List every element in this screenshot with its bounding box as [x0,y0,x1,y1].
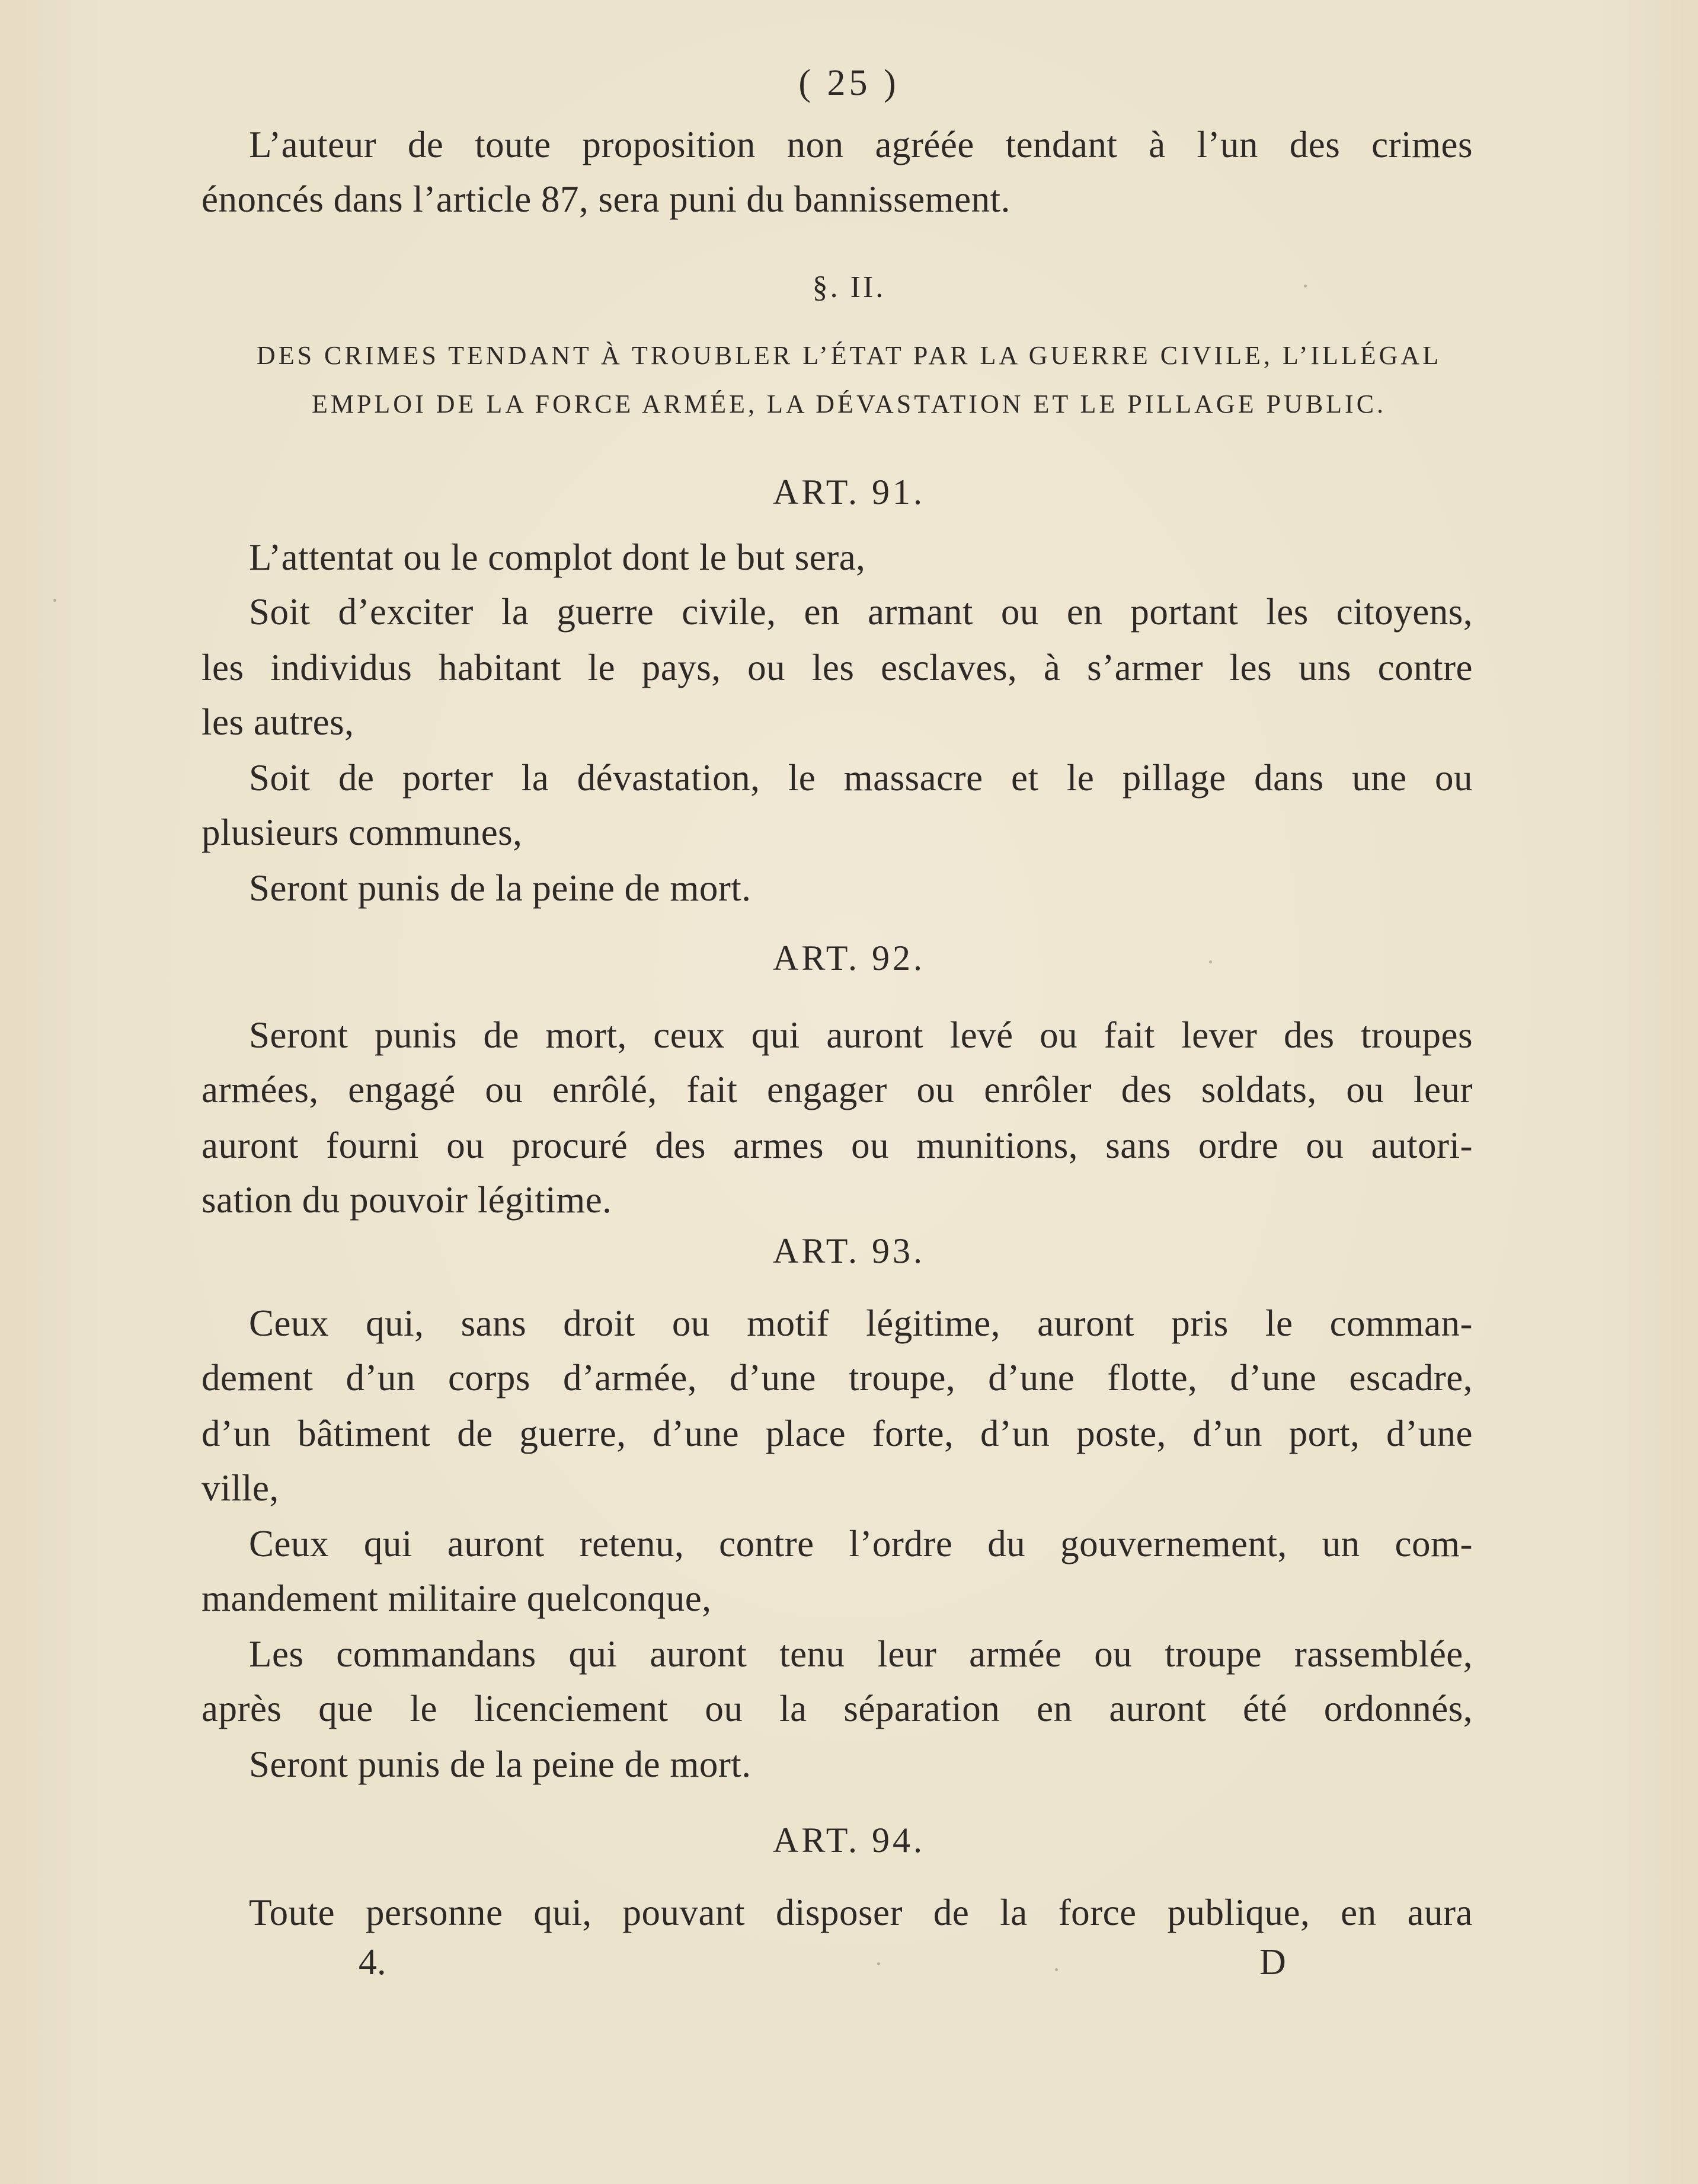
body-line: Soit de porter la dévastation, le massacre et le pillage dans une ou [249,757,1473,799]
body-line: énoncés dans l’article 87, sera puni du bannissement. [202,178,1011,220]
body-line: Toute personne qui, pouvant disposer de la force publique, en aura [249,1892,1473,1933]
body-line: L’auteur de toute proposition non agréée tendant à l’un des crimes [249,124,1473,165]
article-92-title: ART. 92. [773,938,925,978]
body-line: ville, [202,1467,279,1509]
paper-speck [877,1962,880,1965]
body-line: les autres, [202,701,354,743]
section-number: §. II. [812,270,886,304]
body-line: auront fourni ou procuré des armes ou munitions, sans ordre ou autori- [202,1125,1473,1166]
body-line: après que le licenciement ou la séparation en auront été ordonnés, [202,1688,1473,1729]
quire-mark: D [1259,1942,1286,1982]
signature-mark: 4. [359,1942,386,1982]
body-line: plusieurs communes, [202,812,523,853]
body-line: Seront punis de mort, ceux qui auront levé ou fait lever des troupes [249,1014,1473,1056]
article-91-title: ART. 91. [773,472,925,512]
body-line: Soit d’exciter la guerre civile, en armant ou en portant les citoyens, [249,591,1473,633]
body-line: Seront punis de la peine de mort. [249,867,752,909]
body-line: Ceux qui auront retenu, contre l’ordre du gouvernement, un com- [249,1523,1473,1564]
section-heading-line: DES CRIMES TENDANT À TROUBLER L’ÉTAT PAR LA GUERRE CIVILE, L’ILLÉGAL [256,341,1442,370]
body-line: L’attentat ou le complot dont le but sera, [249,537,866,578]
article-94-title: ART. 94. [773,1821,925,1860]
page-number: ( 25 ) [798,63,900,103]
paper-speck [1055,1968,1058,1971]
body-line: mandement militaire quelconque, [202,1578,712,1619]
body-line: dement d’un corps d’armée, d’une troupe, d’une flotte, d’une escadre, [202,1357,1473,1398]
paper-speck [1304,285,1307,288]
section-heading-line: EMPLOI DE LA FORCE ARMÉE, LA DÉVASTATION ET LE PILLAGE PUBLIC. [311,389,1387,419]
article-93-title: ART. 93. [773,1231,925,1270]
body-line: d’un bâtiment de guerre, d’une place forte, d’un poste, d’un port, d’une [202,1413,1473,1454]
body-line: Seront punis de la peine de mort. [249,1744,752,1785]
body-line: sation du pouvoir légitime. [202,1179,612,1221]
body-line: Ceux qui, sans droit ou motif légitime, auront pris le comman- [249,1302,1473,1344]
body-line: armées, engagé ou enrôlé, fait engager ou enrôler des soldats, ou leur [202,1069,1473,1110]
paper-speck [53,599,56,602]
paper-speck [1209,960,1212,963]
body-line: les individus habitant le pays, ou les esclaves, à s’armer les uns contre [202,647,1473,688]
body-line: Les commandans qui auront tenu leur armée ou troupe rassemblée, [249,1633,1473,1675]
